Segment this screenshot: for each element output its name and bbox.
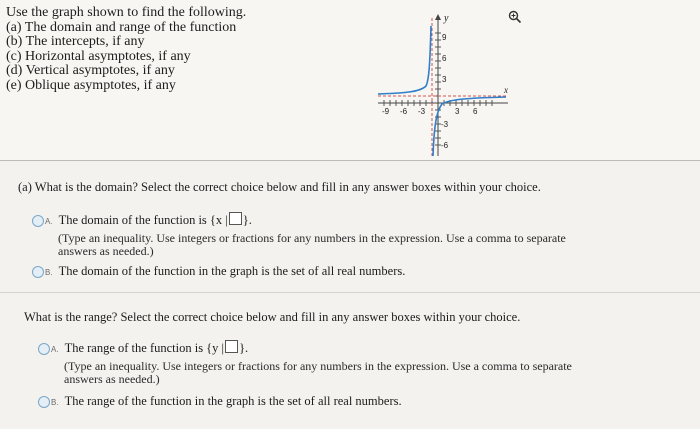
domain-choice-a[interactable] xyxy=(32,212,252,228)
x-axis-label: x xyxy=(504,85,508,95)
range-choice-b[interactable] xyxy=(38,394,402,409)
radio-button[interactable] xyxy=(38,343,50,355)
radio-button[interactable] xyxy=(32,215,44,227)
choice-text: The domain of the function in the graph is the set of all real numbers. xyxy=(58,264,406,278)
y-tick-3: 3 xyxy=(442,75,447,84)
range-answer-box[interactable] xyxy=(225,340,238,353)
function-graph xyxy=(370,8,520,158)
y-axis-arrow xyxy=(435,14,441,20)
domain-choice-b[interactable] xyxy=(32,264,405,279)
choice-letter: A. xyxy=(45,216,53,226)
domain-answer-box[interactable] xyxy=(229,212,242,225)
problem-statement xyxy=(6,6,246,93)
x-tick-6: 6 xyxy=(473,107,478,116)
x-tick-neg6: -6 xyxy=(400,107,408,116)
x-tick-neg3: -3 xyxy=(418,107,426,116)
domain-question: (a) What is the domain? Select the correct choice below and fill in any answer boxes within your choice. xyxy=(18,180,541,194)
radio-button[interactable] xyxy=(32,266,44,278)
curve-left-branch xyxy=(378,26,431,94)
problem-item-b: (b) The intercepts, if any xyxy=(6,34,145,49)
choice-prefix: The domain of the function is {x | xyxy=(58,213,228,227)
y-tick-9: 9 xyxy=(442,33,447,42)
range-question: What is the range? Select the correct choice below and fill in any answer boxes within your choice. xyxy=(24,310,521,324)
problem-item-c: (c) Horizontal asymptotes, if any xyxy=(6,48,191,64)
panel-divider xyxy=(0,160,700,161)
magnifier-icon[interactable] xyxy=(508,10,522,24)
range-choice-a[interactable] xyxy=(38,340,248,356)
y-tick-6: 6 xyxy=(442,54,447,63)
choice-letter: A. xyxy=(51,344,59,354)
domain-hint-line-1: (Type an inequality. Use integers or fractions for any numbers in the expression. Use a comma to separate xyxy=(58,231,566,245)
section-separator xyxy=(0,292,700,293)
problem-item-d: (d) Vertical asymptotes, if any xyxy=(6,63,175,78)
range-hint-line-2: answers as needed.) xyxy=(64,372,160,386)
problem-item-e: (e) Oblique asymptotes, if any xyxy=(6,77,176,93)
choice-prefix: The range of the function is {y | xyxy=(64,341,225,355)
choice-text: The range of the function in the graph is the set of all real numbers. xyxy=(64,394,402,408)
choice-letter: B. xyxy=(45,267,53,277)
problem-item-a: (a) The domain and range of the function xyxy=(6,19,237,35)
problem-intro: Use the graph shown to find the following. xyxy=(6,5,247,20)
y-tick-neg6: -6 xyxy=(441,141,449,150)
y-axis-label: y xyxy=(444,13,449,24)
range-hint-line-1: (Type an inequality. Use integers or fractions for any numbers in the expression. Use a comma to separate xyxy=(64,359,572,373)
choice-letter: B. xyxy=(51,397,59,407)
x-tick-neg9: -9 xyxy=(382,107,390,116)
y-tick-neg3: -3 xyxy=(441,120,449,129)
x-tick-3: 3 xyxy=(455,107,460,116)
domain-hint-line-2: answers as needed.) xyxy=(58,244,154,258)
choice-suffix: }. xyxy=(239,341,249,355)
radio-button[interactable] xyxy=(38,396,50,408)
choice-suffix: }. xyxy=(242,213,252,227)
